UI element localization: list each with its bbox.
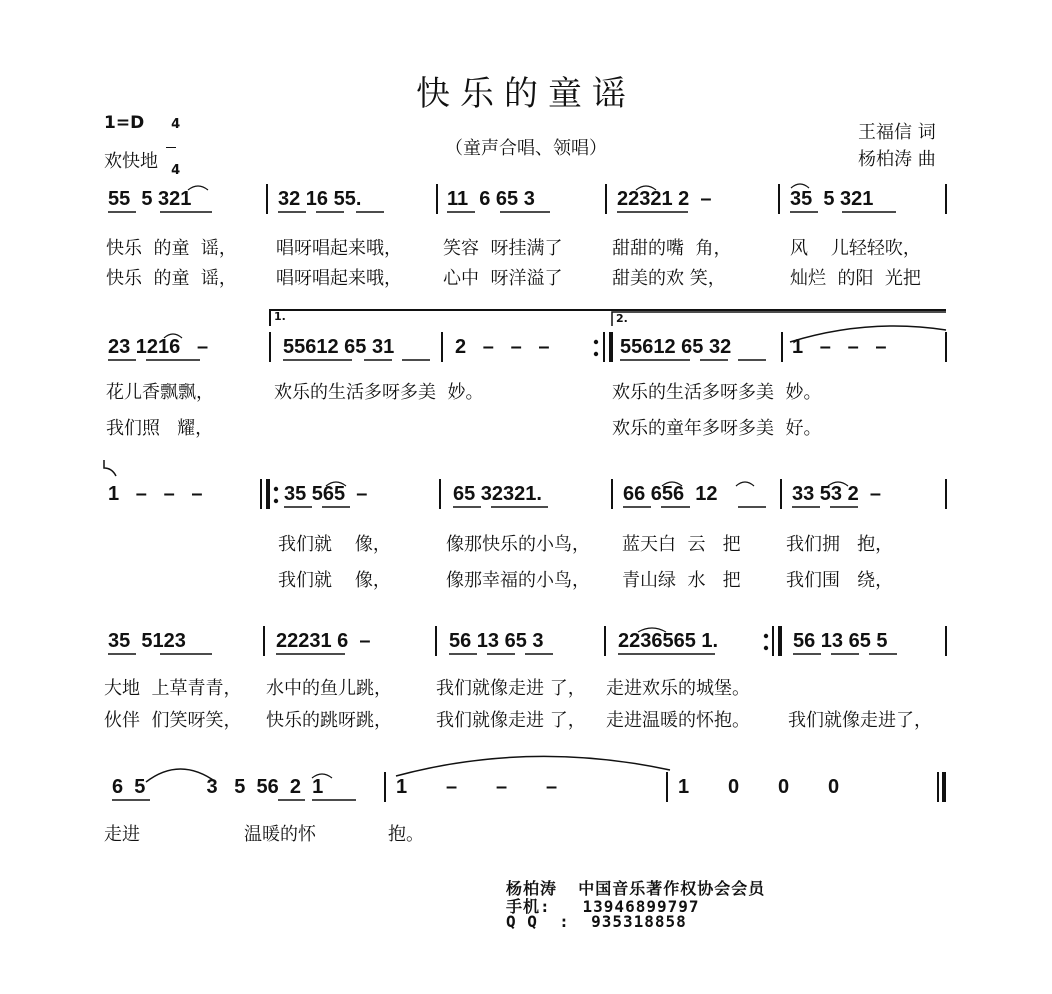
volta-1-label: 1. (274, 310, 286, 323)
notation-measure: 6 5 3 5 56 2 1 (112, 776, 324, 798)
volta-2-label: 2. (616, 312, 628, 325)
lyric-verse-2: 灿烂 的阳 光把 (790, 268, 921, 289)
lyric-verse-1: 唱呀唱起来哦， (276, 238, 402, 259)
lyric-verse-1: 花儿香飘飘， (106, 382, 214, 403)
lyric-verse-1: 欢乐的生活多呀多美 妙。 (274, 382, 484, 403)
lyric-verse-1: 走进欢乐的城堡。 (606, 678, 750, 699)
lyric-verse-2: 伙伴 们笑呀笑， (104, 710, 242, 731)
lyric-verse-1: 快乐 的童 谣， (106, 238, 237, 259)
lyric-verse-2: 我们就像走进了， (788, 710, 932, 731)
footer-author: 杨柏涛 中国音乐著作权协会会员 (506, 879, 766, 898)
lyric-verse-1: 温暖的怀 (244, 824, 316, 845)
key-signature: 1=D (104, 113, 145, 133)
song-subtitle: （童声合唱、领唱） (445, 138, 607, 159)
notation-measure: 1 – – – (792, 336, 887, 358)
lyric-verse-2: 快乐 的童 谣， (106, 268, 237, 289)
lyric-verse-2: 走进温暖的怀抱。 (606, 710, 750, 731)
notation-measure: 32 16 55. (278, 188, 362, 210)
lyric-verse-2: 青山绿 水 把 (622, 570, 741, 591)
meter-top: 4 (171, 117, 181, 132)
notation-measure: 22231 6 – (276, 630, 371, 652)
lyric-verse-2: 我们就像走进 了， (436, 710, 586, 731)
lyric-verse-1: 蓝天白 云 把 (622, 534, 741, 555)
lyric-verse-1: 我们就 像， (278, 534, 391, 555)
composer-credit: 杨柏涛 曲 (858, 149, 936, 170)
lyric-verse-2: 快乐的跳呀跳， (266, 710, 392, 731)
notation-measure: 65 32321. (453, 483, 542, 505)
lyricist-credit: 王福信 词 (858, 122, 936, 143)
lyric-verse-1: 甜甜的嘴 角， (612, 238, 732, 259)
lyric-verse-1: 大地 上草青青， (104, 678, 242, 699)
lyric-verse-1: 笑容 呀挂满了 (443, 238, 563, 259)
notation-measure: 55 5 321 (108, 188, 192, 210)
song-title: 快乐的童谣 (416, 74, 636, 114)
notation-measure: 35 565 – (284, 483, 368, 505)
notation-measure: 22321 2 – (617, 188, 712, 210)
notation-measure: 11 6 65 3 (447, 188, 535, 210)
lyric-verse-1: 我们拥 抱， (786, 534, 894, 555)
lyric-verse-2: 我们照 耀， (106, 418, 214, 439)
lyric-verse-2: 甜美的欢 笑， (612, 268, 726, 289)
notation-measure: 55612 65 31 (283, 336, 395, 358)
lyric-verse-1: 抱。 (388, 824, 424, 845)
lyric-verse-1: 像那快乐的小鸟， (446, 534, 590, 555)
notation-measure: 56 13 65 5 (793, 630, 888, 652)
lyric-verse-2: 欢乐的童年多呀多美 好。 (612, 418, 822, 439)
lyric-verse-2: 唱呀唱起来哦， (276, 268, 402, 289)
notation-measure: 33 53 2 – (792, 483, 881, 505)
lyric-verse-2: 像那幸福的小鸟， (446, 570, 590, 591)
notation-measure: 2 – – – (455, 336, 550, 358)
notation-measure: 23 1216 – (108, 336, 209, 358)
lyric-verse-2: 我们就 像， (278, 570, 391, 591)
notation-measure: 55612 65 32 (620, 336, 732, 358)
notation-measure: 1 – – – (108, 483, 203, 505)
lyric-verse-2: 我们围 绕， (786, 570, 894, 591)
notation-measure: 1 0 0 0 (678, 776, 840, 798)
notation-measure: 2236565 1. (618, 630, 719, 652)
notation-measure: 35 5 321 (790, 188, 874, 210)
lyric-verse-1: 欢乐的生活多呀多美 妙。 (612, 382, 822, 403)
notation-measure: 66 656 12 (623, 483, 718, 505)
lyric-verse-1: 风 儿轻轻吹， (790, 238, 921, 259)
lyric-verse-1: 我们就像走进 了， (436, 678, 586, 699)
meter-bottom: 4 (171, 163, 181, 178)
lyric-verse-2: 心中 呀洋溢了 (443, 268, 563, 289)
footer-qq: Q Q : 935318858 (506, 912, 687, 931)
notation-measure: 56 13 65 3 (449, 630, 544, 652)
lyric-verse-1: 水中的鱼儿跳， (266, 678, 392, 699)
notation-measure: 1 – – – (396, 776, 558, 798)
tempo-marking: 欢快地 (104, 151, 158, 172)
lyric-verse-1: 走进 (104, 824, 140, 845)
notation-measure: 35 5123 (108, 630, 186, 652)
footer-phone: 手机: 13946899797 (506, 897, 700, 916)
